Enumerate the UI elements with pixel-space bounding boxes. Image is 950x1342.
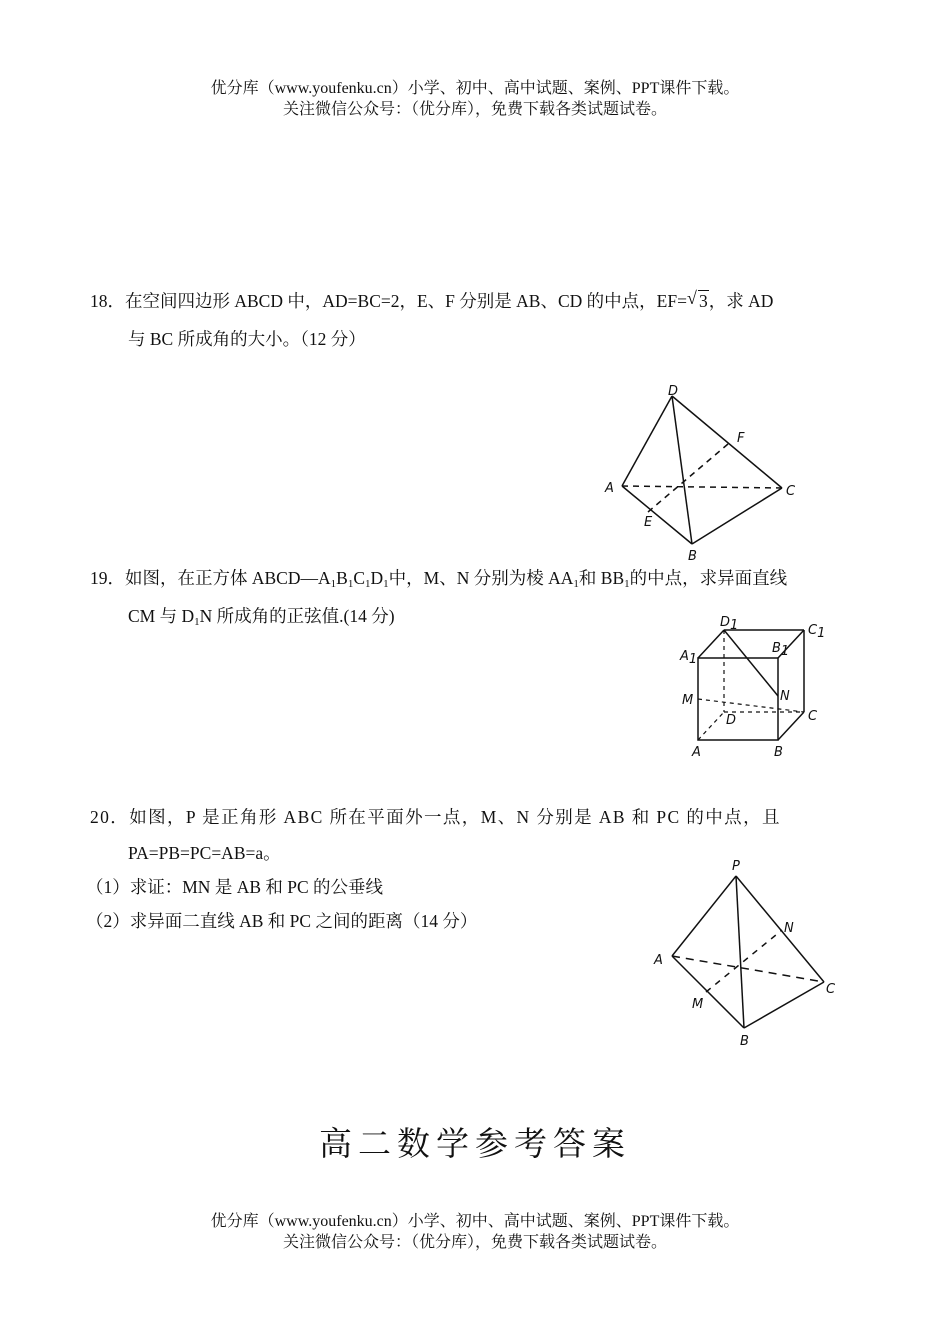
label-A: A [654, 953, 663, 968]
edge-A1D1 [698, 630, 724, 658]
edge-PB [736, 876, 744, 1028]
footer-line-1: 优分库（www.youfenku.cn）小学、初中、高中试题、案例、PPT课件下载。 [210, 1213, 740, 1230]
footer-line-2: 关注微信公众号：（优分库），免费下载各类试题试卷。 [282, 1234, 667, 1251]
label-M: M [682, 693, 694, 708]
sqrt-value: 3 [698, 291, 708, 311]
edge-AC-hidden [622, 486, 782, 488]
question-18-number: 18． [90, 291, 125, 311]
label-A: A [605, 481, 614, 496]
label-P: P [732, 859, 740, 874]
label-A: A [692, 745, 701, 760]
edge-DC [672, 396, 782, 488]
page-header [0, 78, 950, 120]
subscript-1: 1 [194, 616, 200, 628]
label-B: B [688, 549, 697, 562]
segment-D1N [724, 630, 778, 696]
edge-DB [672, 396, 692, 544]
label-C: C [808, 709, 818, 724]
label-B: B [774, 745, 783, 760]
edge-AB [622, 486, 692, 544]
label-F: F [737, 431, 745, 446]
label-D: D [726, 713, 737, 728]
page-footer [0, 1211, 950, 1253]
label-C: C [786, 484, 796, 499]
label-B1: B1 [772, 641, 790, 659]
q19-text-2: B [336, 568, 348, 588]
q19-text-7: 的中点，求异面直线 [629, 568, 788, 588]
edge-DA [622, 396, 672, 486]
segment-MN-hidden [706, 930, 782, 992]
question-18-line-2: 与 BC 所成角的大小。（12 分） [128, 329, 366, 349]
label-A1: A1 [680, 649, 698, 667]
question-20-number: 20． [90, 807, 130, 827]
label-N: N [780, 689, 790, 704]
label-M: M [692, 997, 704, 1012]
question-20-line-1 [90, 799, 781, 835]
question-20-part-2: （2）求异面二直线 AB 和 PC 之间的距离（14 分） [86, 911, 478, 931]
segment-EF-hidden [648, 444, 728, 512]
question-18 [90, 282, 773, 358]
label-C: C [826, 982, 836, 997]
question-20-text: 如图，P 是正角形 ABC 所在平面外一点，M、N 分别是 AB 和 PC 的中点，且 [129, 807, 781, 827]
label-D1: D1 [720, 615, 739, 633]
subscript-1: 1 [347, 578, 354, 590]
edge-BC [744, 982, 824, 1028]
subscript-1: 1 [330, 578, 337, 590]
header-line-1: 优分库（www.youfenku.cn）小学、初中、高中试题、案例、PPT课件下载。 [210, 80, 740, 97]
label-C1: C1 [808, 623, 826, 641]
q19-text-1: 如图，在正方体 ABCD—A [125, 568, 331, 588]
q19-text-9: N 所成角的正弦值.(14 分) [199, 606, 395, 626]
edge-PA [672, 876, 736, 956]
edge-PC [736, 876, 824, 982]
q19-text-5: 中，M、N 分别为棱 AA [388, 568, 574, 588]
subscript-1: 1 [624, 578, 630, 590]
label-D: D [668, 384, 679, 399]
edge-BC [692, 488, 782, 544]
edge-AD-hidden [698, 712, 724, 740]
sqrt-symbol: √ 3 [686, 288, 708, 311]
label-N: N [784, 921, 794, 936]
label-B: B [740, 1034, 749, 1048]
figure-19-cube [672, 608, 842, 764]
question-18-text-a: 在空间四边形 ABCD 中，AD=BC=2，E、F 分别是 AB、CD 的中点，EF= [125, 291, 687, 311]
q19-text-8: CM 与 D [128, 606, 195, 626]
label-E: E [644, 515, 653, 530]
subscript-1: 1 [365, 578, 371, 590]
q19-text-6: 和 BB [578, 568, 625, 588]
figure-18-tetrahedron [600, 382, 810, 562]
question-20-line-2: PA=PB=PC=AB=a。 [128, 843, 281, 863]
question-19-number: 19． [90, 568, 125, 588]
question-19-line-1 [90, 559, 787, 597]
question-20-part-1: （1）求证：MN 是 AB 和 PC 的公垂线 [86, 877, 384, 897]
header-line-2: 关注微信公众号：（优分库），免费下载各类试题试卷。 [282, 101, 667, 118]
subscript-1: 1 [383, 578, 389, 590]
q19-text-4: D [370, 568, 384, 588]
q19-text-3: C [353, 568, 366, 588]
subscript-1: 1 [573, 578, 579, 590]
question-18-text-b: ，求 AD [708, 291, 774, 311]
answer-title: 高二数学参考答案 [319, 1124, 631, 1163]
question-18-line-1 [90, 282, 773, 320]
figure-20-tetrahedron [650, 852, 850, 1048]
edge-BC [778, 712, 804, 740]
